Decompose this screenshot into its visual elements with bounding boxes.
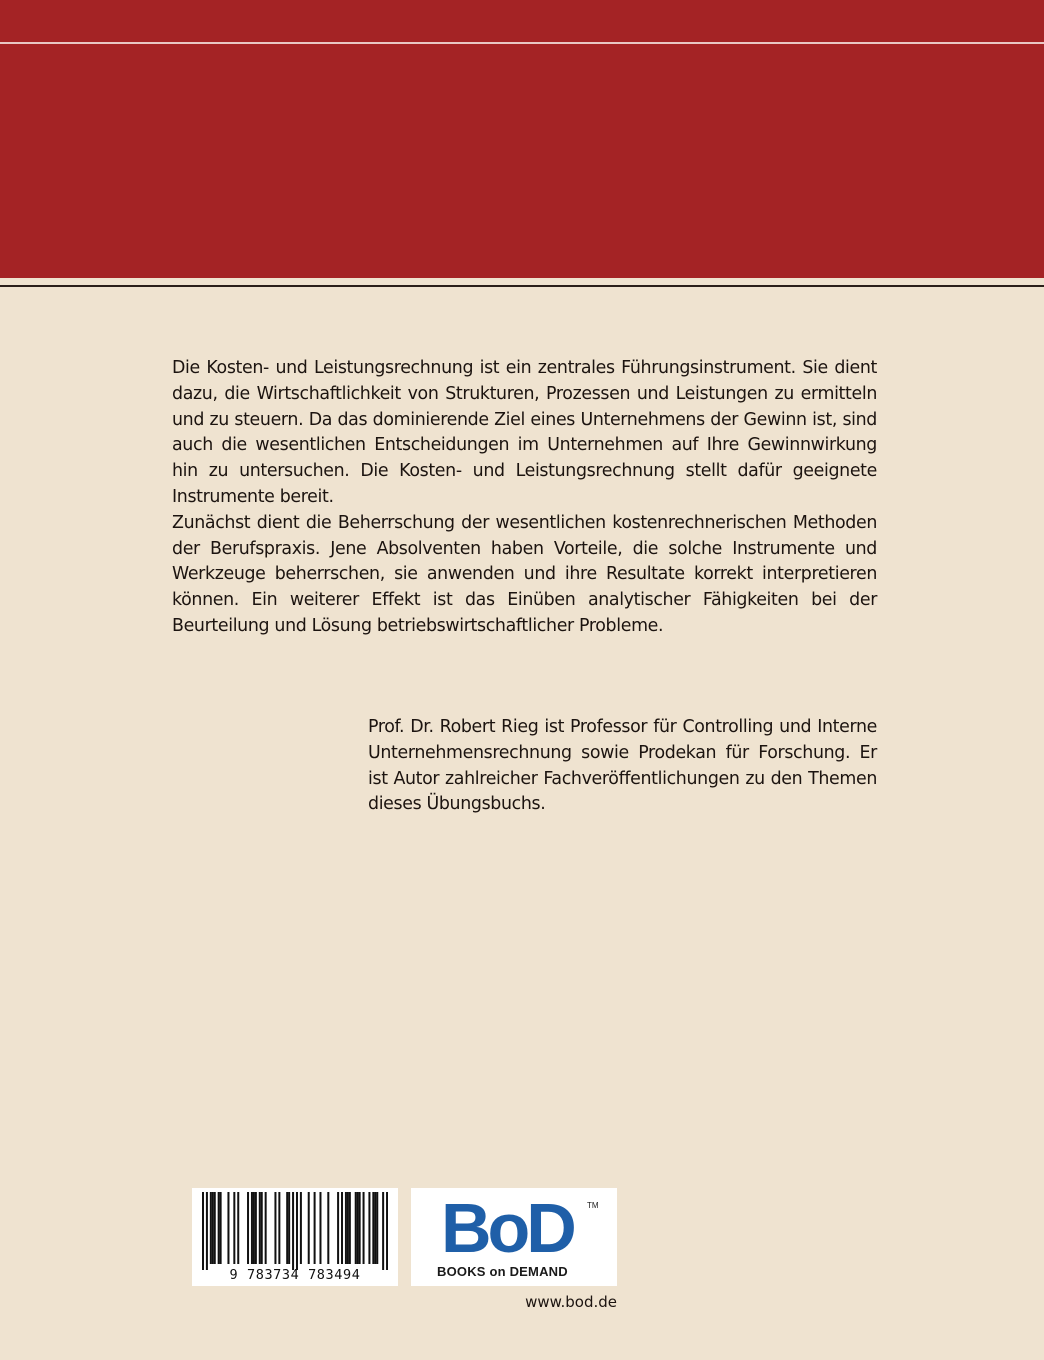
- barcode-bar: [296, 1192, 298, 1270]
- barcode-bar: [218, 1192, 220, 1264]
- description-paragraph-2: Zunächst dient die Beherrschung der wesentlichen kostenrechnerischen Methoden der Berufspraxis. Jene Absolventen haben Vorteile, die solche Instrumente und Werkzeuge beherrschen, sie anwenden und ihre Resultate korrekt interpretieren können. Ein weiterer Effekt ist das Einüben analytischer Fähigkeiten bei der Beurteilung und Lösung betriebswirtschaftlicher Probleme.: [172, 512, 877, 636]
- top-red-band: [0, 0, 1044, 278]
- barcode-bar: [261, 1192, 263, 1264]
- band-divider-rule: [0, 285, 1044, 287]
- barcode-bar: [214, 1192, 216, 1264]
- bod-logo: [441, 1198, 601, 1256]
- publisher-url[interactable]: www.bod.de: [525, 1293, 617, 1311]
- barcode-bar: [314, 1192, 316, 1264]
- barcode-bar: [327, 1192, 329, 1264]
- bod-logo-text: BoD: [441, 1198, 573, 1256]
- isbn-barcode: [192, 1188, 398, 1286]
- barcode-bar: [274, 1192, 276, 1264]
- barcode-bar: [292, 1192, 294, 1270]
- barcode-bar: [227, 1192, 229, 1264]
- barcode-bar: [265, 1192, 267, 1264]
- barcode-bar: [368, 1192, 370, 1264]
- barcode-bar: [308, 1192, 310, 1264]
- barcode-bar: [372, 1192, 374, 1264]
- top-band-stripe: [0, 42, 1044, 44]
- trademark-mark: TM: [587, 1201, 599, 1210]
- barcode-bar: [247, 1192, 249, 1264]
- barcode-bar: [374, 1192, 376, 1264]
- barcode-bar: [202, 1192, 204, 1270]
- barcode-bar: [376, 1192, 378, 1264]
- barcode-bar: [210, 1192, 212, 1264]
- barcode-bar: [382, 1192, 384, 1270]
- barcode-bar: [278, 1192, 280, 1264]
- barcode-bar: [212, 1192, 214, 1264]
- barcode-bar: [251, 1192, 253, 1264]
- bod-tagline: BOOKS on DEMAND: [437, 1264, 568, 1279]
- barcode-bar: [345, 1192, 347, 1264]
- barcode-digits: 9 783734 783494: [229, 1267, 361, 1283]
- barcode-bar: [357, 1192, 359, 1264]
- barcode-bar: [259, 1192, 261, 1264]
- barcode-bar: [359, 1192, 361, 1264]
- author-bio: Prof. Dr. Robert Rieg ist Professor für Controlling und Interne Unternehmensrechnung sowie Prodekan für Forschung. Er ist Autor zahlreicher Fachveröffentlichungen zu den Themen dieses Übungsbuchs.: [368, 717, 877, 815]
- book-description: [172, 356, 877, 640]
- barcode-bar: [349, 1192, 351, 1264]
- barcode-bar: [347, 1192, 349, 1264]
- barcode-bar: [386, 1192, 388, 1270]
- barcode-bar: [300, 1192, 302, 1264]
- barcode-bar: [233, 1192, 235, 1264]
- barcode-bar: [288, 1192, 290, 1264]
- publisher-logo-box: [411, 1188, 617, 1286]
- barcode-bar: [237, 1192, 239, 1264]
- barcode-bars: [202, 1192, 388, 1270]
- barcode-bar: [355, 1192, 357, 1264]
- barcode-bar: [206, 1192, 208, 1270]
- barcode-bar: [220, 1192, 222, 1264]
- barcode-bar: [341, 1192, 343, 1264]
- barcode-bar: [255, 1192, 257, 1264]
- barcode-bar: [253, 1192, 255, 1264]
- description-paragraph-1: Die Kosten- und Leistungsrechnung ist ein zentrales Führungsinstrument. Sie dient dazu, die Wirtschaftlichkeit von Strukturen, Prozessen und Leistungen zu ermitteln und zu steuern. Da das dominierende Ziel eines Unternehmens der Gewinn ist, sind auch die wesentlichen Entscheidungen im Unternehmen auf Ihre Gewinnwirkung hin zu untersuchen. Die Kosten- und Leistungsrechnung stellt dafür geeignete Instrumente bereit.: [172, 358, 877, 507]
- barcode-bar: [337, 1192, 339, 1264]
- barcode-bar: [319, 1192, 321, 1264]
- barcode-bar: [363, 1192, 365, 1264]
- barcode-bar: [286, 1192, 288, 1264]
